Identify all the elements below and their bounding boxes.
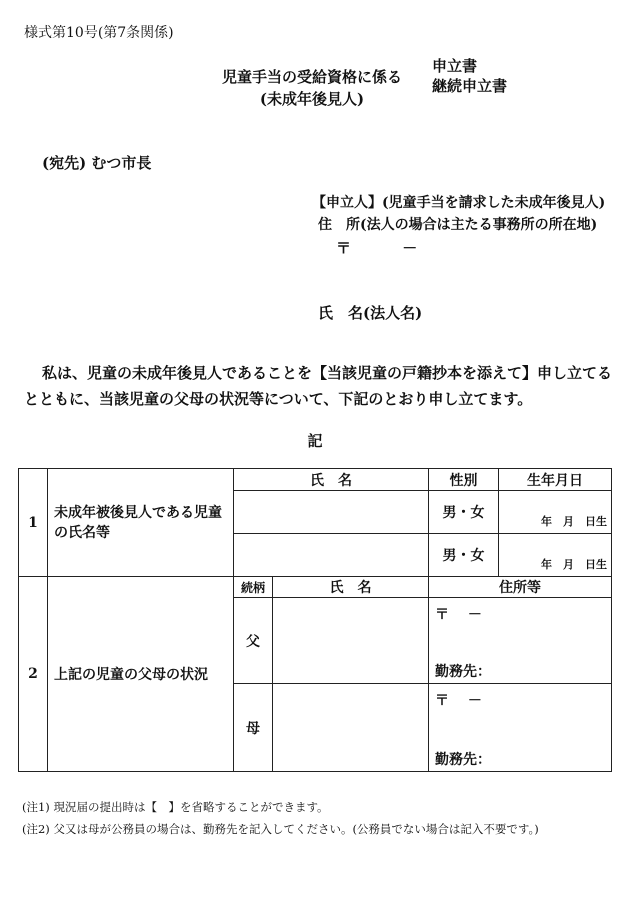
title-line1: 児童手当の受給資格に係る	[222, 68, 403, 86]
section1-number: 1	[19, 469, 48, 577]
child2-sex[interactable]: 男・女	[429, 534, 499, 577]
mother-postal: 〒 －	[435, 693, 482, 709]
section2-label: 上記の児童の父母の状況	[48, 577, 234, 772]
mother-label: 母	[234, 684, 273, 772]
section1-label: 未成年被後見人である児童の氏名等	[48, 469, 234, 577]
name-label: 氏 名(法人名)	[318, 304, 423, 322]
mother-address-field[interactable]	[429, 684, 612, 772]
details-table	[18, 468, 612, 772]
statement-text: 私は、児童の未成年後見人であることを【当該児童の戸籍抄本を添えて】申し立てるとともに、当該児童の父母の状況等について、下記のとおり申し立てます。	[24, 364, 613, 408]
document-type	[432, 56, 507, 96]
father-postal: 〒 －	[435, 607, 482, 623]
addressee: (宛先) むつ市長	[42, 154, 152, 172]
form-number: 様式第10号(第7条関係)	[24, 25, 174, 41]
mother-workplace: 勤務先：	[435, 752, 491, 768]
notes	[22, 796, 539, 840]
applicant-block	[312, 192, 605, 236]
applicant-heading: 【申立人】(児童手当を請求した未成年後見人)	[312, 195, 606, 211]
doctype-application: 申立書	[432, 57, 478, 75]
child2-birthdate[interactable]: 年 月 日生	[499, 534, 612, 577]
section2-number: 2	[19, 577, 48, 772]
father-workplace: 勤務先：	[435, 664, 491, 680]
title-line2: (未成年後見人)	[259, 90, 365, 108]
col-parent-name-header: 氏 名	[273, 577, 429, 598]
child1-sex[interactable]: 男・女	[429, 491, 499, 534]
father-address-field[interactable]	[429, 598, 612, 684]
col-name-header: 氏 名	[234, 469, 429, 491]
note-1: (注1) 現況届の提出時は【 】を省略することができます。	[22, 800, 329, 814]
postal-mark: 〒	[336, 239, 352, 257]
postal-code-field[interactable]	[336, 237, 417, 258]
address-label: 住 所(法人の場合は主たる事務所の所在地)	[318, 217, 598, 233]
father-name-field[interactable]	[273, 598, 429, 684]
col-sex-header: 性別	[429, 469, 499, 491]
col-relation-header: 続柄	[234, 577, 273, 598]
child1-birthdate[interactable]: 年 月 日生	[499, 491, 612, 534]
postal-dash: －	[402, 239, 418, 257]
doctype-renewal: 継続申立書	[432, 77, 508, 95]
ki-heading: 記	[307, 432, 323, 450]
col-address-header: 住所等	[429, 577, 612, 598]
form-title	[222, 66, 402, 110]
note-2: (注2) 父又は母が公務員の場合は、勤務先を記入してください。(公務員でない場合は記入不要です。)	[22, 822, 539, 836]
mother-name-field[interactable]	[273, 684, 429, 772]
father-label: 父	[234, 598, 273, 684]
child1-name-field[interactable]	[234, 491, 429, 534]
child2-name-field[interactable]	[234, 534, 429, 577]
col-birth-header: 生年月日	[499, 469, 612, 491]
